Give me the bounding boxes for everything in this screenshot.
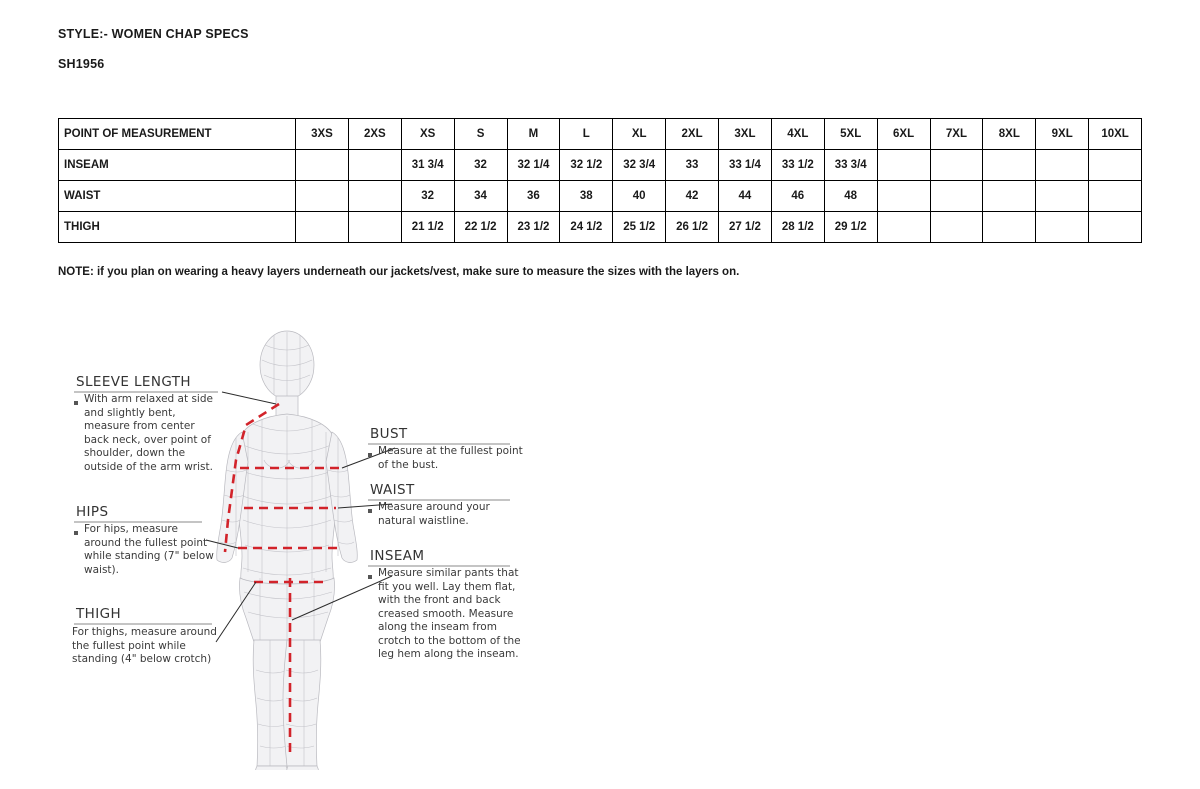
- callout-thigh: [72, 606, 232, 698]
- cell-waist-3xs: [296, 181, 349, 212]
- cell-thigh-6xl: [877, 212, 930, 243]
- callout-body: Measure at the fullest point of the bust.: [378, 445, 523, 471]
- size-chart-table: [58, 118, 1142, 243]
- bullet-square-icon: [74, 531, 78, 535]
- callout-body: For hips, measure around the fullest point while standing (7" below waist).: [84, 523, 214, 576]
- cell-inseam-9xl: [1036, 150, 1089, 181]
- cell-inseam-8xl: [983, 150, 1036, 181]
- row-label-inseam: INSEAM: [59, 150, 296, 181]
- cell-thigh-xl: 25 1/2: [613, 212, 666, 243]
- cell-waist-m: 36: [507, 181, 560, 212]
- column-header-s: S: [454, 119, 507, 150]
- callout-inseam: [368, 548, 530, 707]
- cell-waist-4xl: 46: [771, 181, 824, 212]
- callout-hips: [74, 504, 214, 595]
- column-header-3xl: 3XL: [719, 119, 772, 150]
- cell-inseam-6xl: [877, 150, 930, 181]
- callout-bust: [368, 426, 528, 489]
- cell-thigh-8xl: [983, 212, 1036, 243]
- callout-body: Measure similar pants that fit you well. Lay them flat, with the front and back creased smooth. Measure along the inseam from crotch to the bottom of the leg hem along the inseam.: [378, 567, 521, 660]
- callout-title: HIPS: [76, 504, 109, 520]
- cell-thigh-4xl: 28 1/2: [771, 212, 824, 243]
- cell-inseam-xl: 32 3/4: [613, 150, 666, 181]
- cell-thigh-5xl: 29 1/2: [824, 212, 877, 243]
- column-header-l: L: [560, 119, 613, 150]
- column-header-4xl: 4XL: [771, 119, 824, 150]
- style-code: SH1956: [58, 57, 105, 71]
- cell-thigh-3xl: 27 1/2: [719, 212, 772, 243]
- cell-waist-5xl: 48: [824, 181, 877, 212]
- column-header-point-of-measurement: POINT OF MEASUREMENT: [59, 119, 296, 150]
- callout-title: INSEAM: [370, 548, 425, 564]
- cell-thigh-2xs: [348, 212, 401, 243]
- cell-inseam-3xl: 33 1/4: [719, 150, 772, 181]
- column-header-8xl: 8XL: [983, 119, 1036, 150]
- cell-thigh-xs: 21 1/2: [401, 212, 454, 243]
- cell-waist-9xl: [1036, 181, 1089, 212]
- table-header-row: [59, 119, 1142, 150]
- mannequin-figure-icon: [217, 331, 358, 770]
- column-header-7xl: 7XL: [930, 119, 983, 150]
- callout-title: BUST: [370, 426, 408, 442]
- table-row: [59, 212, 1142, 243]
- callout-title: THIGH: [76, 606, 121, 622]
- cell-inseam-2xl: 33: [666, 150, 719, 181]
- cell-inseam-m: 32 1/4: [507, 150, 560, 181]
- column-header-xl: XL: [613, 119, 666, 150]
- callout-waist: [368, 482, 528, 545]
- column-header-5xl: 5XL: [824, 119, 877, 150]
- cell-waist-s: 34: [454, 181, 507, 212]
- cell-thigh-9xl: [1036, 212, 1089, 243]
- cell-waist-10xl: [1089, 181, 1142, 212]
- callout-body: Measure around your natural waistline.: [378, 501, 490, 527]
- column-header-9xl: 9XL: [1036, 119, 1089, 150]
- cell-waist-xl: 40: [613, 181, 666, 212]
- cell-waist-8xl: [983, 181, 1036, 212]
- cell-waist-l: 38: [560, 181, 613, 212]
- cell-thigh-3xs: [296, 212, 349, 243]
- column-header-3xs: 3XS: [296, 119, 349, 150]
- bullet-square-icon: [368, 509, 372, 513]
- bullet-square-icon: [368, 575, 372, 579]
- cell-inseam-4xl: 33 1/2: [771, 150, 824, 181]
- column-header-2xs: 2XS: [348, 119, 401, 150]
- cell-waist-2xs: [348, 181, 401, 212]
- column-header-10xl: 10XL: [1089, 119, 1142, 150]
- cell-thigh-10xl: [1089, 212, 1142, 243]
- cell-inseam-l: 32 1/2: [560, 150, 613, 181]
- cell-waist-2xl: 42: [666, 181, 719, 212]
- bullet-square-icon: [368, 453, 372, 457]
- cell-inseam-s: 32: [454, 150, 507, 181]
- cell-inseam-3xs: [296, 150, 349, 181]
- callout-body: With arm relaxed at side and slightly bent, measure from center back neck, over point of shoulder, down the outside of the arm wrist.: [84, 393, 213, 473]
- cell-waist-7xl: [930, 181, 983, 212]
- measurement-diagram-svg: [40, 320, 600, 770]
- row-label-waist: WAIST: [59, 181, 296, 212]
- cell-inseam-10xl: [1089, 150, 1142, 181]
- column-header-2xl: 2XL: [666, 119, 719, 150]
- table-row: [59, 150, 1142, 181]
- cell-thigh-m: 23 1/2: [507, 212, 560, 243]
- callout-title: WAIST: [370, 482, 415, 498]
- cell-waist-3xl: 44: [719, 181, 772, 212]
- column-header-m: M: [507, 119, 560, 150]
- table-row: [59, 181, 1142, 212]
- cell-thigh-2xl: 26 1/2: [666, 212, 719, 243]
- page-title: STYLE:- WOMEN CHAP SPECS: [58, 27, 249, 41]
- cell-waist-xs: 32: [401, 181, 454, 212]
- column-header-xs: XS: [401, 119, 454, 150]
- cell-inseam-2xs: [348, 150, 401, 181]
- bullet-square-icon: [74, 401, 78, 405]
- measuring-note: NOTE: if you plan on wearing a heavy layers underneath our jackets/vest, make sure to measure the sizes with the layers on.: [58, 266, 740, 278]
- column-header-6xl: 6XL: [877, 119, 930, 150]
- measurement-diagram: [40, 320, 600, 770]
- cell-inseam-5xl: 33 3/4: [824, 150, 877, 181]
- callout-sleeve-length: [74, 374, 218, 509]
- cell-waist-6xl: [877, 181, 930, 212]
- cell-thigh-l: 24 1/2: [560, 212, 613, 243]
- callout-title: SLEEVE LENGTH: [76, 374, 191, 390]
- cell-thigh-s: 22 1/2: [454, 212, 507, 243]
- cell-inseam-7xl: [930, 150, 983, 181]
- row-label-thigh: THIGH: [59, 212, 296, 243]
- callout-body: For thighs, measure around the fullest point while standing (4" below crotch): [72, 626, 217, 665]
- cell-inseam-xs: 31 3/4: [401, 150, 454, 181]
- cell-thigh-7xl: [930, 212, 983, 243]
